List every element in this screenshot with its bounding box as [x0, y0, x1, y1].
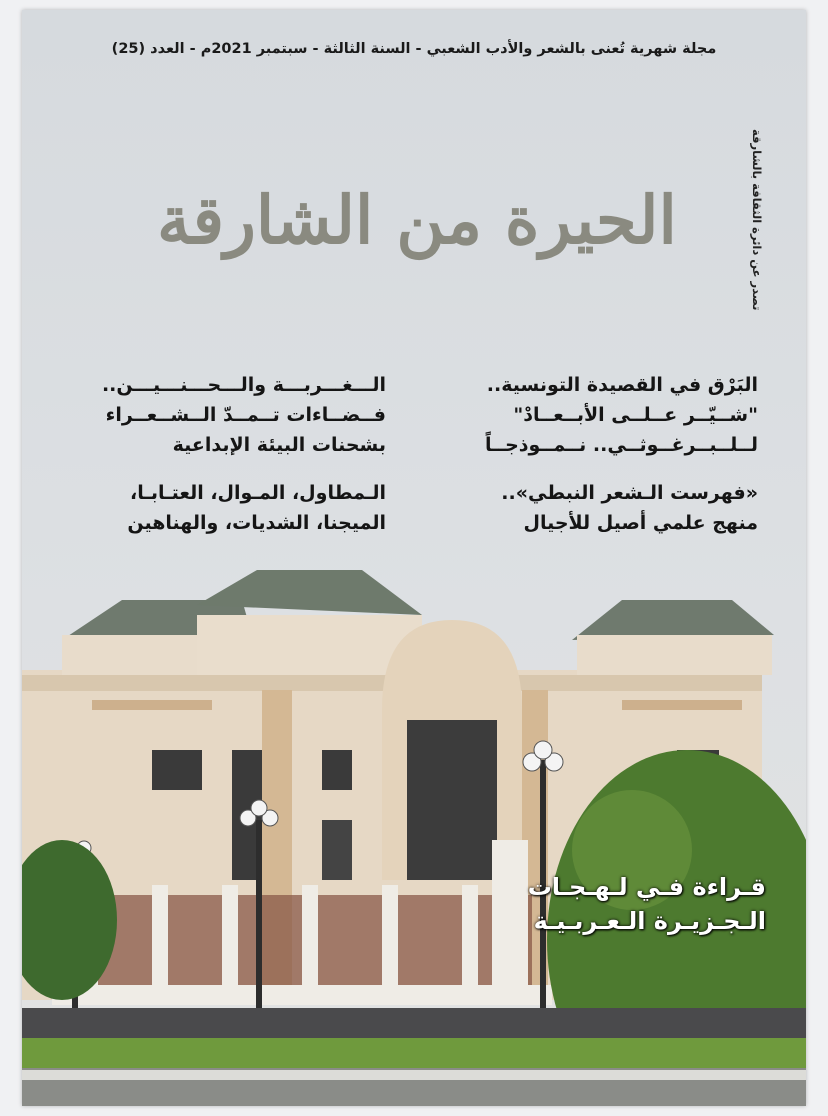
feature-line: قـراءة فـي لـهـجـات [527, 873, 766, 901]
cover-photo-building [22, 550, 806, 1106]
magazine-title-logo: الحيرة من الشارقة [157, 181, 677, 259]
feature-line: الـجـزيـرة الـعـربـيـة [533, 907, 766, 935]
headline-line: لــلــبــرغــوثــي.. نــمــوذجــاً [484, 434, 758, 456]
headline-line: الـمطاول، المـوال، العتـابـا، [129, 482, 386, 504]
headline-column-right [428, 370, 758, 538]
issue-info: مجلة شهرية تُعنى بالشعر والأدب الشعبي - السنة الثالثة - سبتمبر 2021م - العدد (25) [111, 41, 717, 57]
headline-line: الـــغـــربـــة والـــحـــنـــيـــن.. [101, 374, 386, 396]
feature-headline [528, 870, 766, 938]
building-illustration [22, 550, 806, 1106]
magazine-cover [22, 10, 806, 1106]
headline-line: الميجنا، الشديات، والهناهين [127, 512, 386, 534]
headline-line: فــضــاءات تــمــدّ الــشــعــراء [105, 404, 386, 426]
publisher-text: تصدر عن دائرة الثقافة بالشارقة [750, 129, 764, 311]
headline-line: «فهرست الـشعر النبطي».. [501, 482, 758, 504]
headline-line: بشحنات البيئة الإبداعية [172, 434, 386, 456]
headline-line: "شــيّــر عــلــى الأبــعــادْ" [513, 404, 758, 426]
headline-line: منهج علمي أصيل للأجيال [523, 512, 758, 534]
headline-column-left [56, 370, 386, 538]
headline-line: البَرْق في القصيدة التونسية.. [486, 374, 758, 396]
